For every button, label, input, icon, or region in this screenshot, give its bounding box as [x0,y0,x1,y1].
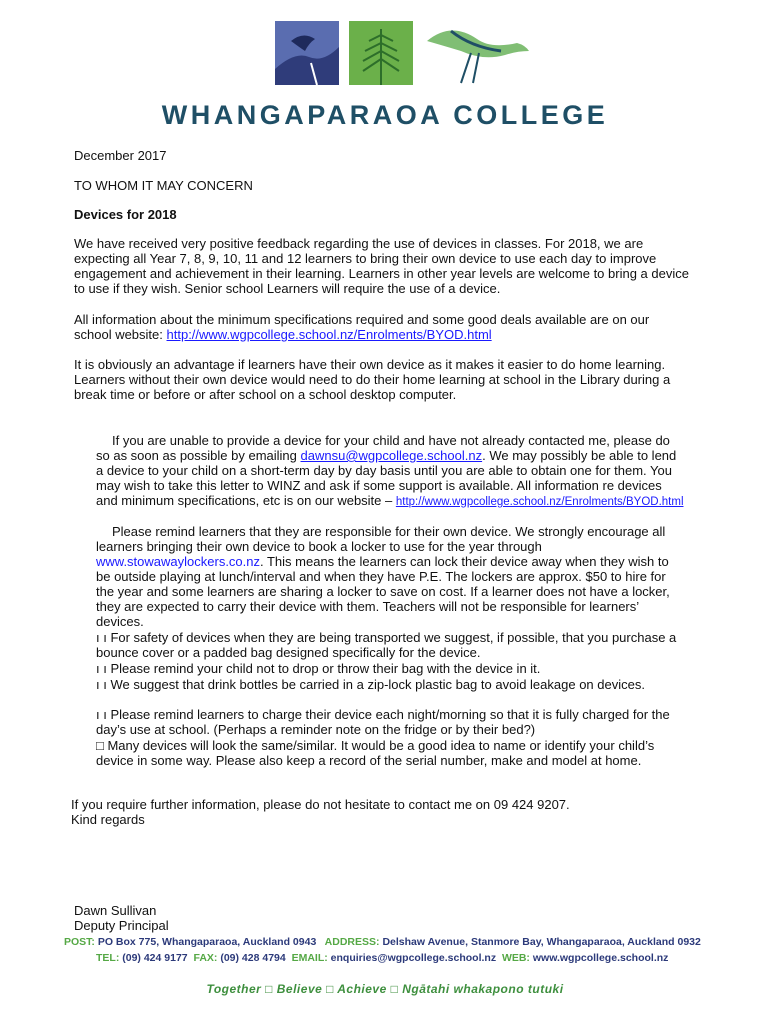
address-label: ADDRESS: [324,936,380,948]
email-label: EMAIL: [291,952,328,964]
signatory-name: Dawn Sullivan [74,903,157,918]
web-label: WEB: [501,952,530,964]
fern-icon [349,21,413,85]
address-value: Delshaw Avenue, Stanmore Bay, Whangaparaoa, Auckland 0932 [382,936,701,948]
unable-text-start: If you are unable to provide a device for your child and have not already contacted me, please do so as soon as possible by emailing [96,433,670,463]
lockers-website: www.stowawaylockers.co.nz [96,554,260,569]
responsibility-text-end: . This means the learners can lock their device away when they wish to be outside playing at lunch/interval and when they have P.E. The lockers are approx. $50 to hire for the year and some learners are sharing a locker to save on cost. If a learner does not have a locker, they are expected to carry their device with them. Teachers will not be responsible for learners’ devices. [96,554,670,629]
bullet-charge: ı ı Please remind learners to charge their device each night/morning so that it is fully charged for the day’s use at school. (Perhaps a reminder note on the fridge or by their bed?) [96,707,670,737]
fax-value: (09) 428 4794 [220,952,286,964]
post-value: PO Box 775, Whangaparaoa, Auckland 0943 [97,936,317,948]
byod-website-link-2[interactable]: http://www.wgpcollege.school.nz/Enrolments/BYOD.html [395,496,684,508]
college-motto: Together □ Believe □ Achieve □ Ngātahi whakapono tutuki [206,982,564,996]
specifications-text: All information about the minimum specifications required and some good deals available are on our school website: [74,312,650,342]
byod-website-link[interactable]: http://www.wgpcollege.school.nz/Enrolments/BYOD.html [166,327,492,342]
college-logo [275,18,535,88]
signatory-title: Deputy Principal [74,918,169,933]
bullet-safety: ı ı For safety of devices when they are being transported we suggest, if possible, that you purchase a bounce cover or a padded bag designed specifically for the device. [96,630,677,660]
web-value: www.wgpcollege.school.nz [532,952,669,964]
post-label: POST: [64,936,95,948]
responsibility-text-start: Please remind learners that they are responsible for their own device. We strongly encourage all learners bringing their own device to book a locker to use for the year through [96,524,666,554]
bird-landscape-icon [275,21,339,85]
unable-text-end: . We may possibly be able to lend a device to your child on a short-term day by day basis until you are able to obtain one for them. You may wish to take this letter to WINZ and ask if some support is available. All information re devices and minimum specifications, etc is on our website – [96,448,677,508]
bullet-identify-device: □ Many devices will look the same/similar. It would be a good idea to name or identify your child’s device in some way. Please also keep a record of the serial number, make and model at home. [96,738,655,768]
closing-regards: Kind regards [71,812,145,827]
paragraph-unable-to-provide [96,433,686,510]
email-value: enquiries@wgpcollege.school.nz [330,952,497,964]
footer-contact-line [96,952,756,964]
email-dawnsu-link[interactable]: dawnsu@wgpcollege.school.nz [300,448,483,463]
tel-value: (09) 424 9177 [122,952,188,964]
bullet-drop-bag: ı ı Please remind your child not to drop or throw their bag with the device in it. [96,661,541,676]
salutation: TO WHOM IT MAY CONCERN [74,178,253,193]
bullet-drink-bottles: ı ı We suggest that drink bottles be carried in a zip-lock plastic bag to avoid leakage on devices. [96,677,645,692]
paragraph-advantage: It is obviously an advantage if learners have their own device as it makes it easier to do home learning. Learners without their own device would need to do their home learning at school in the Library during a break time or before or after school on a school desktop computer. [74,357,671,402]
heron-icon [421,21,531,85]
letter-heading: Devices for 2018 [74,207,177,222]
paragraph-responsibility [96,524,686,629]
fax-label: FAX: [193,952,218,964]
tel-label: TEL: [96,952,120,964]
paragraph-specifications [74,312,674,342]
letter-date: December 2017 [74,148,167,163]
closing-contact: If you require further information, please do not hesitate to contact me on 09 424 9207. [71,797,570,812]
college-name: WHANGAPARAOA COLLEGE [161,100,609,130]
paragraph-devices: We have received very positive feedback regarding the use of devices in classes. For 2018, we are expecting all Year 7, 8, 9, 10, 11 and 12 learners to bring their own device to use each day to improve engagement and achievement in their learning. Learners in other year levels are welcome to bring a device to use if they wish. Senior school Learners will require the use of a device. [74,236,689,296]
footer-address-line [64,936,724,948]
